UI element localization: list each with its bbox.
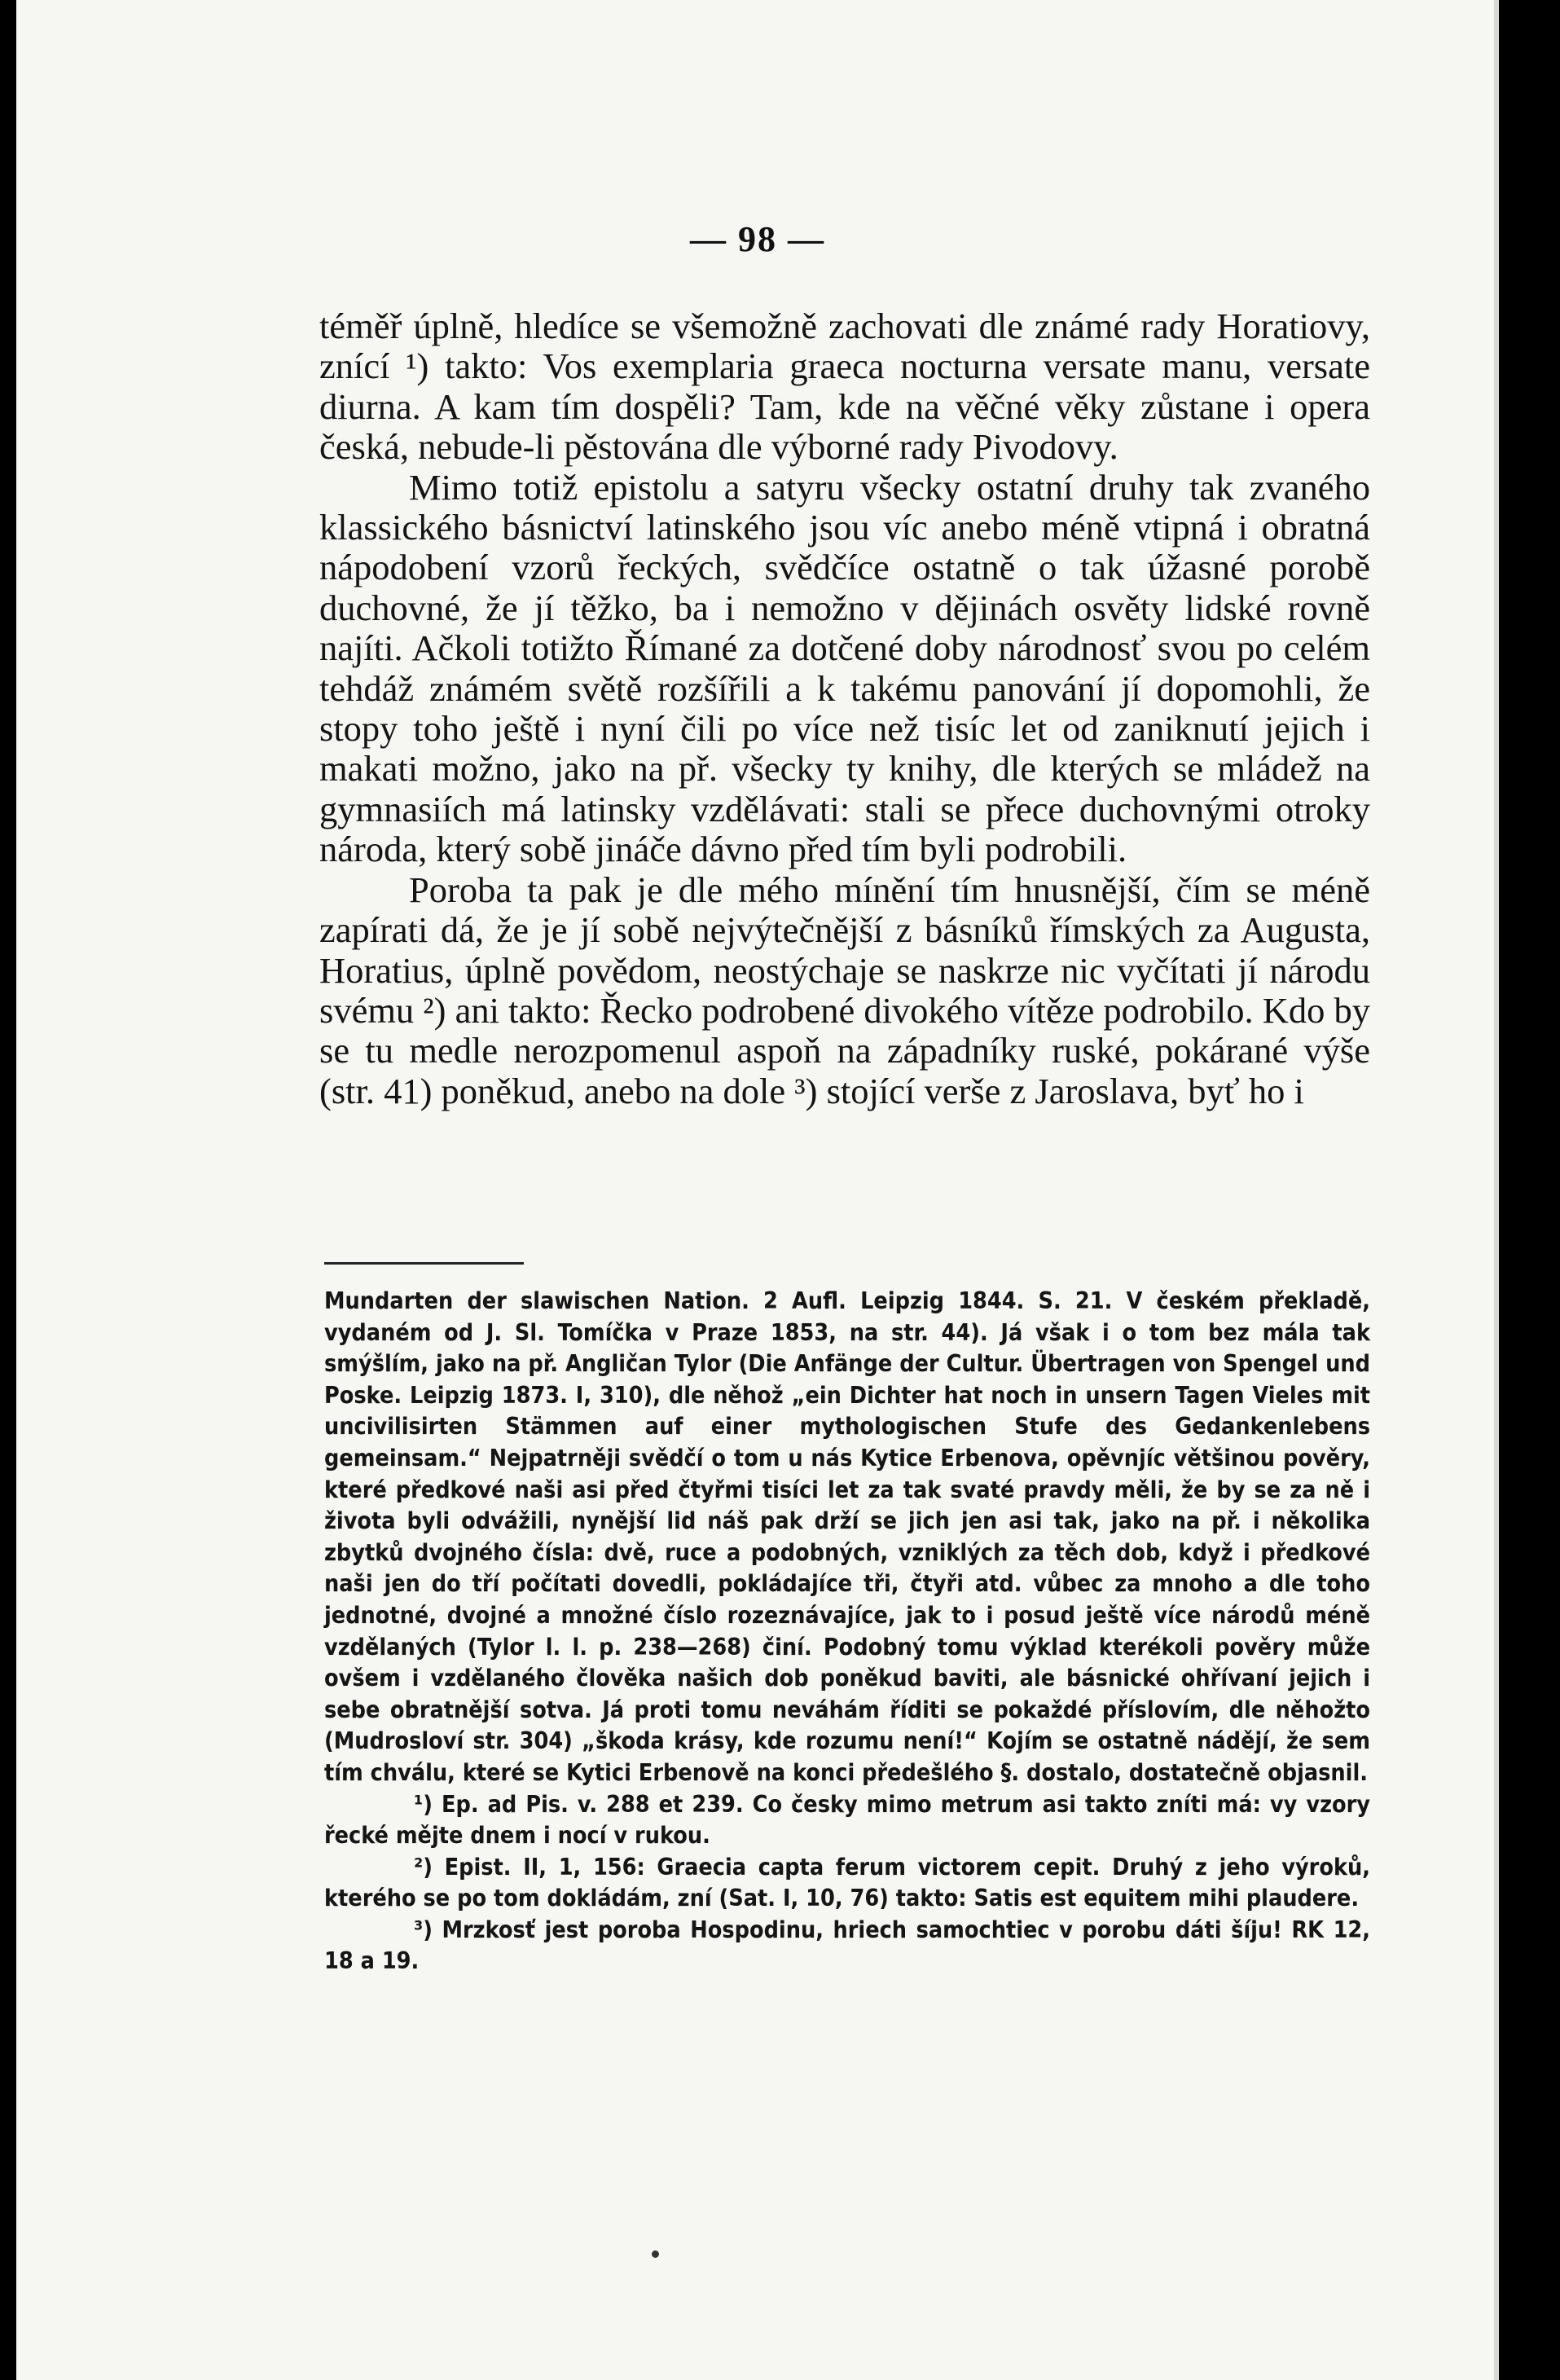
- footnote-separator: [324, 1262, 524, 1265]
- paragraph-2: Mimo totiž epistolu a satyru všecky ostatní druhy tak zvaného klassického básnictví latinského jsou víc anebo méně vtipná i obratná nápodobení vzorů řeckých, svědčíce ostatně o tak úžasné porobě duchovné, že jí těžko, ba i nemožno v dějinách osvěty lidské rovně najíti. Ačkoli totižto Římané za dotčené doby národnosť svou po celém tehdáž známém světě rozšířili a k takému panování jí dopomohli, že stopy toho ještě i nyní čili po více než tisíc let od zaniknutí jejich i makati možno, jako na př. všecky ty knihy, dle kterých se mládež na gymnasiích má latinsky vzdělávati: stali se přece duchovnými otroky národa, který sobě jináče dávno před tím byli podrobili.: [319, 466, 1370, 870]
- footnote-2: ²) Epist. II, 1, 156: Graecia capta ferum victorem cepit. Druhý z jeho výroků, kterého se po tom dokládám, zní (Sat. I, 10, 76) takto: Satis est equitem mihi plaudere.: [324, 1853, 1370, 1912]
- page-edge-shadow: [1494, 0, 1499, 2380]
- footnotes: [324, 1286, 1370, 1977]
- footnote-1: ¹) Ep. ad Pis. v. 288 et 239. Co česky mimo metrum asi takto zníti má: vy vzory řecké mějte dnem i nocí v rukou.: [324, 1790, 1370, 1850]
- footnote-3: ³) Mrzkosť jest poroba Hospodinu, hriech samochtiec v porobu dáti šíju! RK 12, 18 a 19.: [324, 1916, 1370, 1975]
- book-page: [16, 0, 1499, 2380]
- footnote-continuation: Mundarten der slawischen Nation. 2 Aufl. Leipzig 1844. S. 21. V českém překladě, vydaném od J. Sl. Tomíčka v Praze 1853, na str. 44). Já však i o tom bez mála tak smýšlím, jako na př. Angličan Tylor (Die Anfänge der Cultur. Übertragen von Spengel und Poske. Leipzig 1873. I, 310), dle něhož „ein Dichter hat noch in unsern Tagen Vieles mit uncivilisirten Stämmen auf einer mythologischen Stufe des Gedankenlebens gemeinsam.“ Nejpatrněji svědčí o tom u nás Kytice Erbenova, opěvnjíc většinou pověry, které předkové naši asi před čtyřmi tisíci let za tak svaté pravdy měli, že by se za ně i života byli odvážili, nynější lid náš pak drží se jich jen asi tak, jako na př. i několika zbytků dvojného čísla: dvě, ruce a podobných, vzniklých za těch dob, když i předkové naši jen do tří počítati dovedli, pokládajíce tři, čtyři atd. vůbec za mnoho a dle toho jednotné, dvojné a množné číslo rozeznávajíce, jak to i posud ještě více národů méně vzdělaných (Tylor l. l. p. 238—268) činí. Podobný tomu výklad kterékoli pověry může ovšem i vzdělaného člověka našich dob poněkud baviti, ale básnické ohřívaní jejich i sebe obratnější sotva. Já proti tomu neváhám říditi se pokaždé příslovím, dle něhožto (Mudrosloví str. 304) „škoda krásy, kde rozumu není!“ Kojím se ostatně nádějí, že sem tím chválu, které se Kytici Erbenově na konci předešlého §. dostalo, dostatečně objasnil.: [324, 1287, 1370, 1786]
- paragraph-3: Poroba ta pak je dle mého mínění tím hnusnější, čím se méně zapírati dá, že je jí sobě nejvýtečnější z básníků římských za Augusta, Horatius, úplně povědom, neostýchaje se naskrze nic vyčítati jí národu svému ²) ani takto: Řecko podrobené divokého vítěze podrobilo. Kdo by se tu medle nerozpomenul aspoň na západníky ruské, pokárané výše (str. 41) poněkud, anebo na dole ³) stojící verše z Jaroslava, byť ho i: [319, 869, 1370, 1111]
- main-text: [319, 306, 1370, 1111]
- ink-speck: [652, 2250, 659, 2258]
- paragraph-1: téměř úplně, hledíce se všemožně zachovati dle známé rady Horatiovy, znící ¹) takto: Vos exemplaria graeca nocturna versate manu, versate diurna. A kam tím dospěli? Tam, kde na věčné věky zůstane i opera česká, nebude-li pěstována dle výborné rady Pivodovy.: [319, 306, 1370, 468]
- page-number-header: — 98 —: [690, 219, 825, 259]
